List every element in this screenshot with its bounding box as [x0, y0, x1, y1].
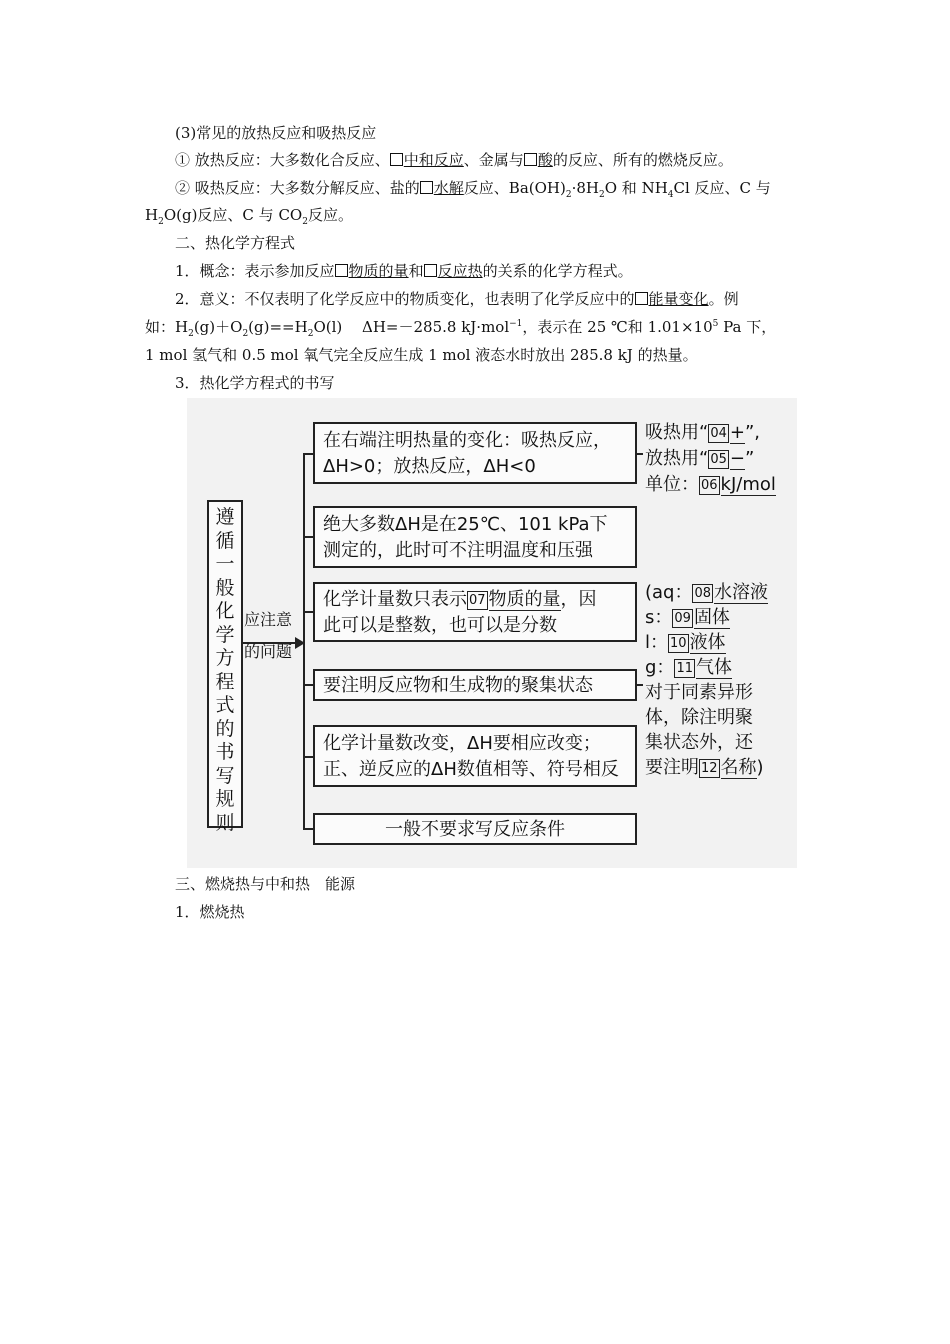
branch-line [303, 611, 313, 613]
endothermic-line: ② 吸热反应：大多数分解反应、盐的 水解反应、$Ba(OH)_2\cdot 8H_2O$ 和 $NH_4Cl$ 反应、C 与 [175, 179, 771, 200]
blank-number-09: 09 [674, 611, 691, 626]
main-title-char: 书 [215, 741, 235, 763]
state-g: g： 11 气体 [645, 657, 732, 678]
connector-label-1: 应注意 [244, 610, 293, 629]
state-aq: (aq： 08 水溶液 [645, 582, 769, 603]
example-equation-line: 如：$H_2(g)+O_2(g)==H_2O(l)$ ΔH=－285.8 kJ·mol$^{-1}$，表示在 25 ℃和 $1.01\times 10^5$ Pa 下， [145, 318, 777, 339]
blank-box-icon [424, 264, 437, 277]
concept-line: 1．概念：表示参加反应 物质的量和 反应热的关系的化学方程式。 [175, 262, 633, 280]
section-3-heading: 三、燃烧热与中和热 能源 [175, 875, 356, 893]
main-title-char: 一 [215, 553, 235, 575]
subsection-3-heading: (3)常见的放热反应和吸热反应 [175, 124, 377, 142]
link-line [637, 453, 643, 455]
blank-number-04: 04 [710, 426, 727, 441]
main-title-char: 的 [215, 717, 235, 740]
rule-box-conditions-omit: 一般不要求写反应条件 [313, 813, 637, 845]
state-note-1: 对于同素异形 [645, 682, 753, 703]
branch-line [303, 756, 313, 758]
example-explanation-line: 1 mol 氢气和 0.5 mol 氧气完全反应生成 1 mol 液态水时放出 285.8 kJ 的热量。 [145, 346, 698, 364]
writing-heading: 3．热化学方程式的书写 [175, 374, 335, 392]
blank-number-08: 08 [694, 586, 712, 601]
main-title-char: 循 [215, 529, 235, 552]
blank-number-12: 12 [701, 761, 718, 776]
trunk-line [303, 453, 305, 828]
state-l: l： 10 液体 [645, 632, 726, 653]
blank-box-icon [335, 264, 348, 277]
branch-line [303, 536, 313, 538]
main-title-char: 则 [215, 811, 235, 834]
endothermic-line-cont: $H_2O(g)$反应、C 与 $CO_2$反应。 [145, 206, 353, 227]
side-note-unit: 单位： 06 kJ/mol [645, 474, 776, 495]
main-title-char: 程 [215, 670, 235, 693]
main-title-char: 化 [215, 600, 235, 622]
branch-line [303, 684, 313, 686]
connector-label-2: 的问题 [244, 642, 293, 661]
branch-line [303, 453, 313, 455]
main-title-char: 般 [215, 576, 235, 599]
state-note-2: 体，除注明聚 [645, 707, 753, 728]
main-title-char: 式 [215, 694, 235, 716]
state-note-4: 要注明 12 名称) [645, 757, 764, 778]
state-s: s： 09 固体 [645, 607, 730, 628]
main-title-char: 学 [215, 623, 235, 646]
link-line [637, 684, 643, 686]
blank-number-10: 10 [670, 636, 687, 651]
state-note-3: 集状态外，还 [645, 732, 753, 753]
blank-box-icon [635, 292, 648, 305]
main-title-char: 方 [215, 647, 235, 669]
blank-number-06: 06 [701, 478, 718, 493]
rule-box-state: 要注明反应物和生成物的聚集状态 [313, 669, 637, 701]
blank-box-icon [524, 153, 537, 166]
rule-box-conditions: 绝大多数ΔH是在25℃、101 kPa下 测定的，此时可不注明温度和压强 [313, 506, 637, 568]
rule-box-coefficient-change: 化学计量数改变，ΔH要相应改变； 正、逆反应的ΔH数值相等、符号相反 [313, 725, 637, 787]
side-note-endothermic: 吸热用“ 04 +”, [645, 422, 761, 443]
rule-box-heat-change: 在右端注明热量的变化：吸热反应， ΔH>0；放热反应，ΔH<0 [313, 422, 637, 484]
main-title-char: 遵 [215, 506, 235, 528]
meaning-line: 2．意义：不仅表明了化学反应中的物质变化，也表明了化学反应中的 能量变化。例 [175, 290, 739, 308]
main-title-vertical [207, 500, 243, 834]
blank-number-11: 11 [676, 661, 693, 676]
exothermic-line: ① 放热反应：大多数化合反应、 中和反应、金属与 酸的反应、所有的燃烧反应。 [175, 151, 733, 169]
blank-number-07: 07 [469, 593, 486, 608]
heat-of-combustion-heading: 1．燃烧热 [175, 903, 245, 921]
thermochemical-equation-rules-diagram [187, 398, 797, 868]
main-title-char: 写 [215, 764, 235, 787]
rule-box-coefficients: 化学计量数只表示 07 物质的量，因 此可以是整数，也可以是分数 [313, 582, 637, 642]
branch-line [303, 828, 313, 830]
side-note-exothermic: 放热用“ 05 −” [645, 448, 755, 469]
blank-box-icon [420, 181, 433, 194]
blank-box-icon [390, 153, 403, 166]
blank-number-05: 05 [710, 452, 727, 467]
main-title-char: 规 [215, 788, 235, 810]
section-2-heading: 二、热化学方程式 [175, 234, 296, 252]
